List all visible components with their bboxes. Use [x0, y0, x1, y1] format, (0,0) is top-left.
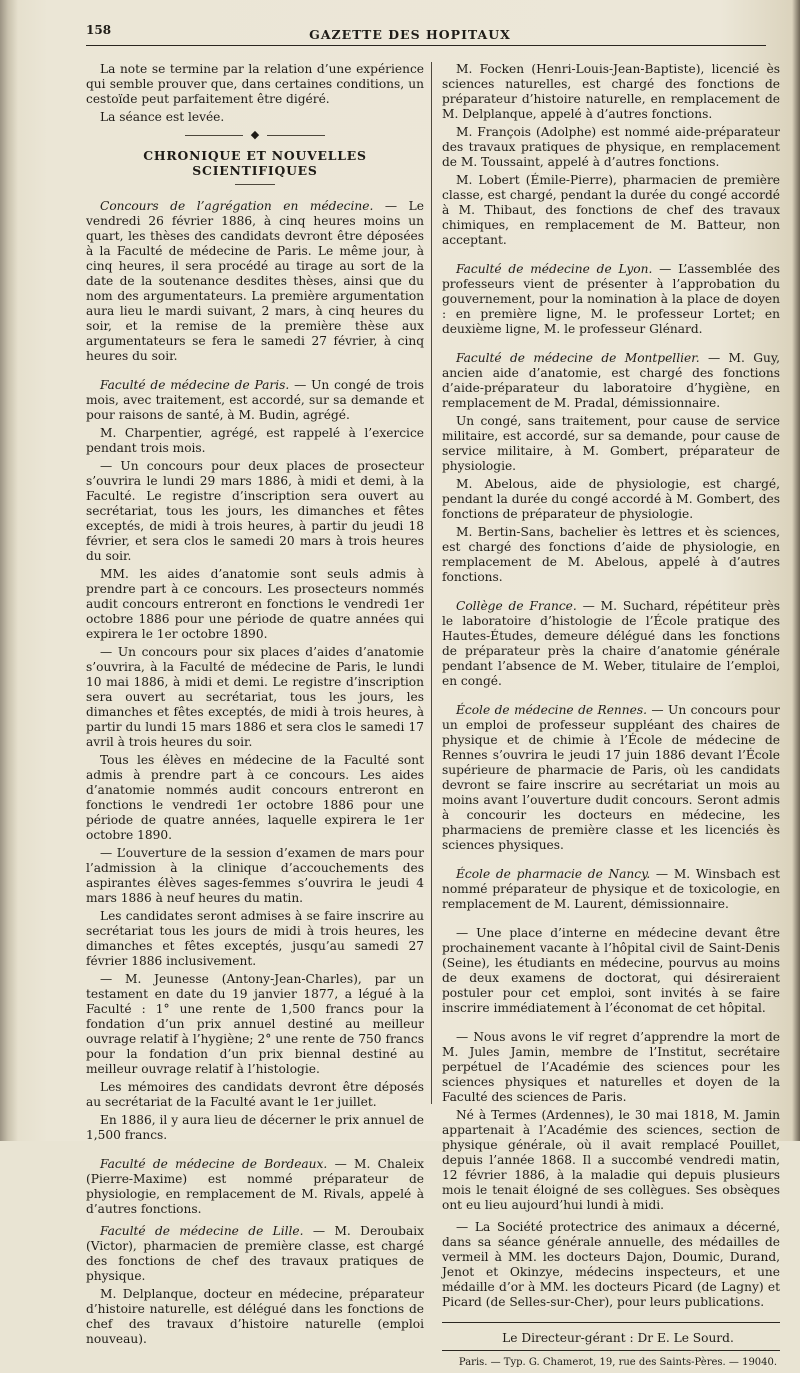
paragraph: École de pharmacie de Nancy. — M. Winsbach est nommé préparateur de physique et de toxicologie, en remplacement de M. Laurent, démissionnaire.: [442, 867, 780, 911]
rubric-lead: Faculté de médecine de Lille.: [100, 1224, 304, 1238]
paragraph: — Un concours pour six places d’aides d’anatomie s’ouvrira, à la Faculté de médecine de Paris, le lundi 10 mai 1886, à midi et demi. Le registre d’inscription sera ouvert au secrétariat, tous les jours, les dimanches et fêtes exceptés, de midi à trois heures, à partir du lundi 15 mars 1886 et sera clos le samedi 17 avril à trois heures du soir.: [86, 645, 424, 749]
paragraph: École de médecine de Rennes. — Un concours pour un emploi de professeur suppléant des chaires de physique et de chimie à l’École de médecine de Rennes s’ouvrira le jeudi 17 juin 1886 devant l’École supérieure de pharmacie de Paris, où les candidats devront se faire inscrire au secrétariat un mois au moins avant l’ouverture dudit concours. Seront admis à concourir les docteurs en médecine, les pharmaciens de première classe et les licenciés ès sciences physiques.: [442, 703, 780, 852]
page-number: 158: [86, 23, 112, 37]
paragraph: La note se termine par la relation d’une expérience qui semble prouver que, dans certaines conditions, un cestoïde peut parfaitement être digéré.: [86, 62, 424, 106]
paragraph: — Un concours pour deux places de prosecteur s’ouvrira le lundi 29 mars 1886, à midi et demi, à la Faculté. Le registre d’inscription sera ouvert au secrétariat, tous les jours, les dimanches et fêtes exceptés, de midi à trois heures, à partir du jeudi 18 février, et sera clos le samedi 20 mars à trois heures du soir.: [86, 459, 424, 563]
signature-line: Le Directeur-gérant : Dr E. Le Sourd.: [502, 1331, 734, 1345]
left-column: [86, 62, 424, 1350]
paragraph: M. Abelous, aide de physiologie, est chargé, pendant la durée du congé accordé à M. Gombert, des fonctions de préparateur de physiologie.: [442, 477, 780, 521]
rubric-lead: Faculté de médecine de Paris.: [100, 378, 290, 392]
paragraph: Faculté de médecine de Bordeaux. — M. Chaleix (Pierre-Maxime) est nommé préparateur de physiologie, en remplacement de M. Rivals, appelé à d’autres fonctions.: [86, 1157, 424, 1216]
right-column: [442, 62, 780, 1373]
paragraph: Faculté de médecine de Paris. — Un congé de trois mois, avec traitement, est accordé, sur sa demande et pour raisons de santé, à M. Budin, agrégé.: [86, 378, 424, 422]
rubric-lead: Faculté de médecine de Lyon.: [456, 262, 653, 276]
paragraph: Concours de l’agrégation en médecine. — Le vendredi 26 février 1886, à cinq heures moins un quart, les thèses des candidats devront être déposées à la Faculté de médecine de Paris. Le même jour, à cinq heures, il sera procédé au tirage au sort de la date de la soutenance desdites thèses, ainsi que du nom des argumentateurs. La première argumentation aura lieu le mardi suivant, 2 mars, à cinq heures du soir, et la remise de la première thèse aux argumentateurs se fera le samedi 27 février, à cinq heures du soir.: [86, 199, 424, 363]
rubric-lead: École de médecine de Rennes.: [456, 703, 647, 717]
paragraph: Faculté de médecine de Montpellier. — M. Guy, ancien aide d’anatomie, est chargé des fonctions d’aide-préparateur du laboratoire d’hygiène, en remplacement de M. Pradal, démissionnaire.: [442, 351, 781, 410]
rubric-lead: École de pharmacie de Nancy.: [456, 867, 651, 881]
paragraph: Tous les élèves en médecine de la Faculté sont admis à prendre part à ce concours. Les aides d’anatomie nommés audit concours entreront en fonctions le vendredi 1er octobre 1886 pour une période de quatre années, laquelle expirera le 1er octobre 1890.: [86, 753, 424, 842]
paragraph: M. Bertin-Sans, bachelier ès lettres et ès sciences, est chargé des fonctions d’aide de physiologie, en remplacement de M. Abelous, appelé à d’autres fonctions.: [442, 525, 780, 584]
page-edge-shadow: [792, 0, 800, 1141]
paragraph: La séance est levée.: [100, 110, 225, 124]
printer-imprint: Paris. — Typ. G. Chamerot, 19, rue des Saints-Pères. — 19040.: [458, 1357, 778, 1368]
paragraph: Faculté de médecine de Lille. — M. Deroubaix (Victor), pharmacien de première classe, est chargé des fonctions de chef des travaux pratiques de physique.: [86, 1224, 425, 1283]
paragraph: Faculté de médecine de Lyon. — L’assemblée des professeurs vient de présenter à l’approbation du gouvernement, pour la nomination à la place de doyen : en première ligne, M. le professeur Lortet; en deuxième ligne, M. le professeur Glénard.: [442, 262, 780, 336]
rubric-lead: Collège de France.: [456, 599, 577, 613]
ornament-divider: [185, 128, 325, 141]
diamond-ornament-icon: ◆: [243, 128, 267, 142]
paragraph: — M. Jeunesse (Antony-Jean-Charles), par un testament en date du 19 janvier 1877, a légué à la Faculté : 1° une rente de 1,500 francs pour la fondation d’un prix annuel destiné au meilleur ouvrage relatif à l’hygiène; 2° une rente de 750 francs pour la fondation d’un prix biennal destiné au meilleur ouvrage relatif à l’histologie.: [86, 972, 424, 1076]
footer-rule: [442, 1350, 780, 1351]
running-title: GAZETTE DES HOPITAUX: [309, 27, 511, 42]
paragraph: M. Charpentier, agrégé, est rappelé à l’exercice pendant trois mois.: [86, 426, 424, 455]
paragraph: M. Lobert (Émile-Pierre), pharmacien de première classe, est chargé, pendant la durée du congé accordé à M. Thibaut, des fonctions de chef des travaux chimiques, en remplacement de M. Batteur, non acceptant.: [442, 173, 780, 247]
paragraph: En 1886, il y aura lieu de décerner le prix annuel de 1,500 francs.: [86, 1113, 424, 1142]
paragraph: M. François (Adolphe) est nommé aide-préparateur des travaux pratiques de physique, en remplacement de M. Toussaint, appelé à d’autres fonctions.: [442, 125, 780, 169]
binding-shadow: [0, 0, 18, 1141]
rubric-lead: Faculté de médecine de Bordeaux.: [100, 1157, 328, 1171]
paragraph: — Nous avons le vif regret d’apprendre la mort de M. Jules Jamin, membre de l’Institut, secrétaire perpétuel de l’Académie des sciences pour les sciences physiques et naturelles et doyen de la Faculté des sciences de Paris.: [442, 1030, 780, 1104]
paragraph: — La Société protectrice des animaux a décerné, dans sa séance générale annuelle, des médailles de vermeil à MM. les docteurs Dajon, Doumic, Durand, Jenot et Okinzye, médecins inspecteurs, et une médaille d’or à MM. les docteurs Picard (de Lagny) et Picard (de Selles-sur-Cher), pour leurs publications.: [442, 1220, 780, 1309]
paragraph: Collège de France. — M. Suchard, répétiteur près le laboratoire d’histologie de l’École pratique des Hautes-Études, demeure délégué dans les fonctions de préparateur près la chaire d’anatomie générale pendant l’absence de M. Weber, titulaire de l’emploi, en congé.: [442, 599, 780, 688]
paragraph: M. Focken (Henri-Louis-Jean-Baptiste), licencié ès sciences naturelles, est chargé des fonctions de préparateur d’histoire naturelle, en remplacement de M. Delplanque, appelé à d’autres fonctions.: [442, 62, 780, 121]
header-rule: [86, 45, 766, 46]
paragraph: Les candidates seront admises à se faire inscrire au secrétariat tous les jours de midi à trois heures, les dimanches et fêtes exceptés, jusqu’au samedi 27 février 1886 inclusivement.: [86, 909, 424, 968]
paragraph: Né à Termes (Ardennes), le 30 mai 1818, M. Jamin appartenait à l’Académie des sciences, section de physique générale, où il avait remplacé Pouillet, depuis l’année 1868. Il a succombé vendredi matin, 12 février 1886, à la maladie qui depuis plusieurs mois le tenait éloigné de ses collègues. Ses obsèques ont eu lieu aujourd’hui lundi à midi.: [442, 1108, 780, 1212]
footer-rule: [442, 1322, 780, 1323]
short-rule: [235, 184, 275, 185]
paragraph: — Une place d’interne en médecine devant être prochainement vacante à l’hôpital civil de Saint-Denis (Seine), les étudiants en médecine, pourvus au moins de deux examens de doctorat, qui désireraient postuler pour cet emploi, sont invités à se faire inscrire immédiatement à l’économat de cet hôpital.: [442, 926, 780, 1015]
paragraph: MM. les aides d’anatomie sont seuls admis à prendre part à ce concours. Les prosecteurs nommés audit concours entreront en fonctions le vendredi 1er octobre 1886 pour une période de quatre années qui expirera le 1er octobre 1890.: [86, 567, 424, 641]
rubric-lead: Concours de l’agrégation en médecine.: [100, 199, 374, 213]
paragraph: Les mémoires des candidats devront être déposés au secrétariat de la Faculté avant le 1er juillet.: [86, 1080, 424, 1109]
paragraph: Un congé, sans traitement, pour cause de service militaire, est accordé, sur sa demande, pour cause de service militaire, à M. Gombert, préparateur de physiologie.: [442, 414, 780, 473]
rubric-lead: Faculté de médecine de Montpellier.: [456, 351, 700, 365]
column-divider: [431, 62, 432, 1104]
section-title: CHRONIQUE ET NOUVELLES SCIENTIFIQUES: [143, 148, 367, 178]
paragraph: M. Delplanque, docteur en médecine, préparateur d’histoire naturelle, est délégué dans les fonctions de chef des travaux d’histoire naturelle (emploi nouveau).: [86, 1287, 424, 1346]
paragraph: — L’ouverture de la session d’examen de mars pour l’admission à la clinique d’accouchements des aspirantes élèves sages-femmes s’ouvrira le jeudi 4 mars 1886 à neuf heures du matin.: [86, 846, 424, 905]
